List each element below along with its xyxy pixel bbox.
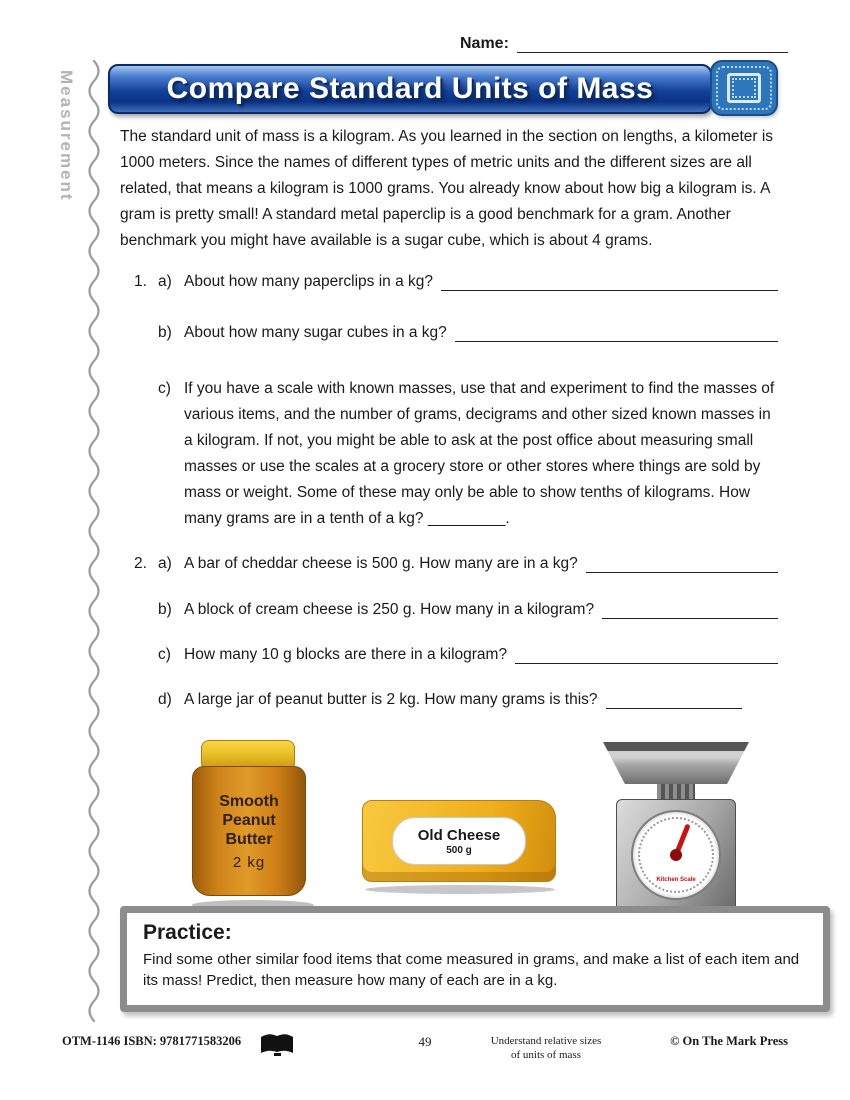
press-logo-icon: [258, 1030, 296, 1058]
jar-body: [192, 766, 306, 896]
question-part-label: c): [158, 646, 171, 663]
question-row: [134, 555, 778, 573]
footer-tagline-line2: of units of mass: [511, 1049, 581, 1061]
cheese-shadow: [365, 885, 555, 894]
footer-tagline: [460, 1034, 632, 1062]
question-row: [134, 646, 778, 664]
jar-label: Smooth Peanut Butter: [219, 792, 279, 848]
question-part-label: b): [158, 601, 172, 618]
footer: [62, 1030, 788, 1072]
cheese-illustration: [362, 800, 558, 894]
kitchen-scale-illustration: [602, 742, 750, 923]
scale-tray: [603, 742, 749, 784]
answer-blank: [606, 691, 742, 709]
question-number: 1.: [134, 273, 147, 290]
question-number: 2.: [134, 555, 147, 572]
stamp-inner-dots: [732, 78, 756, 98]
peanut-butter-jar-illustration: [192, 740, 304, 910]
practice-box: [120, 906, 830, 1012]
question-number-spacer: [134, 601, 158, 619]
question-text: If you have a scale with known masses, use that and experiment to find the masses of various items, and the number of grams, decigrams and other sized known masses in a kilogram. If not, you might be able to ask at the post office about measuring small masses or use the scales at a grocery store or other stores where things are sold by mass or weight. Some of these may only be able to show tenths of kilograms. How many grams are in a tenth of a kg? _________.: [184, 380, 775, 527]
question-text: A large jar of peanut butter is 2 kg. How many grams is this?: [184, 691, 598, 708]
question-part-label: b): [158, 324, 172, 341]
question-row: [134, 324, 778, 342]
question-row: [134, 376, 782, 532]
question-text: About how many sugar cubes in a kg?: [184, 324, 447, 341]
jar-lid: [201, 740, 295, 768]
answer-blank: [515, 646, 778, 664]
practice-text: Find some other similar food items that come measured in grams, and make a list of each item and its mass! Predict, then measure how many of each are in a kg.: [143, 951, 800, 989]
page-title: Compare Standard Units of Mass: [166, 72, 654, 105]
practice-title: Practice:: [143, 921, 232, 944]
question-number-spacer: [134, 324, 158, 342]
title-banner: [108, 64, 712, 114]
cheese-block: [362, 800, 556, 882]
question-text: About how many paperclips in a kg?: [184, 273, 434, 290]
question-part-label: c): [158, 380, 171, 397]
cheese-mass-label: 500 g: [446, 844, 472, 856]
answer-blank: [586, 555, 778, 573]
intro-paragraph: The standard unit of mass is a kilogram. As you learned in the section on lengths, a kilometer is 1000 meters. Since the names of different types of metric units and the different sizes are all related, that means a kilogram is 1000 grams. You already know about how big a kilogram is. A gram is pretty small! A standard metal paperclip is a good benchmark for a gram. Another benchmark you might have available is a sugar cube, which is about 4 grams.: [120, 128, 774, 249]
answer-blank: [602, 601, 778, 619]
isbn-text: OTM-1146 ISBN: 9781771583206: [62, 1034, 242, 1048]
answer-blank: [441, 273, 778, 291]
footer-tagline-line1: Understand relative sizes: [490, 1035, 602, 1047]
stamp-inner-rect: [727, 73, 761, 103]
question-part-label: a): [158, 273, 172, 290]
question-row: [134, 601, 778, 619]
sidebar-strand-label: Measurement: [57, 70, 76, 202]
name-label: Name:: [460, 35, 509, 52]
scale-body: [616, 799, 736, 911]
question-text: A block of cream cheese is 250 g. How many in a kilogram?: [184, 601, 595, 618]
jar-mass-label: 2 kg: [232, 853, 266, 871]
question-text: How many 10 g blocks are there in a kilogram?: [184, 646, 508, 663]
question-row: [134, 273, 778, 291]
question-row: [134, 691, 742, 709]
page-number: 49: [418, 1034, 432, 1049]
scale-neck: [657, 784, 695, 799]
question-part-label: a): [158, 555, 172, 572]
scale-needle-hub: [670, 849, 682, 861]
copyright-text: © On The Mark Press: [670, 1034, 788, 1048]
stamp-icon: [712, 62, 776, 114]
question-number-spacer: [134, 646, 158, 664]
cheese-name: Old Cheese: [417, 826, 501, 844]
squiggle-border: [86, 60, 104, 1022]
answer-blank: [455, 324, 778, 342]
name-row: [460, 34, 788, 53]
question-text: A bar of cheddar cheese is 500 g. How many are in a kg?: [184, 555, 578, 572]
scale-brand-label: Kitchen Scale: [656, 877, 696, 883]
scale-dial: [631, 810, 721, 900]
question-part-label: d): [158, 691, 172, 708]
name-blank-line: [517, 34, 788, 53]
cheese-label: [392, 817, 526, 865]
question-number-spacer: [134, 691, 158, 709]
